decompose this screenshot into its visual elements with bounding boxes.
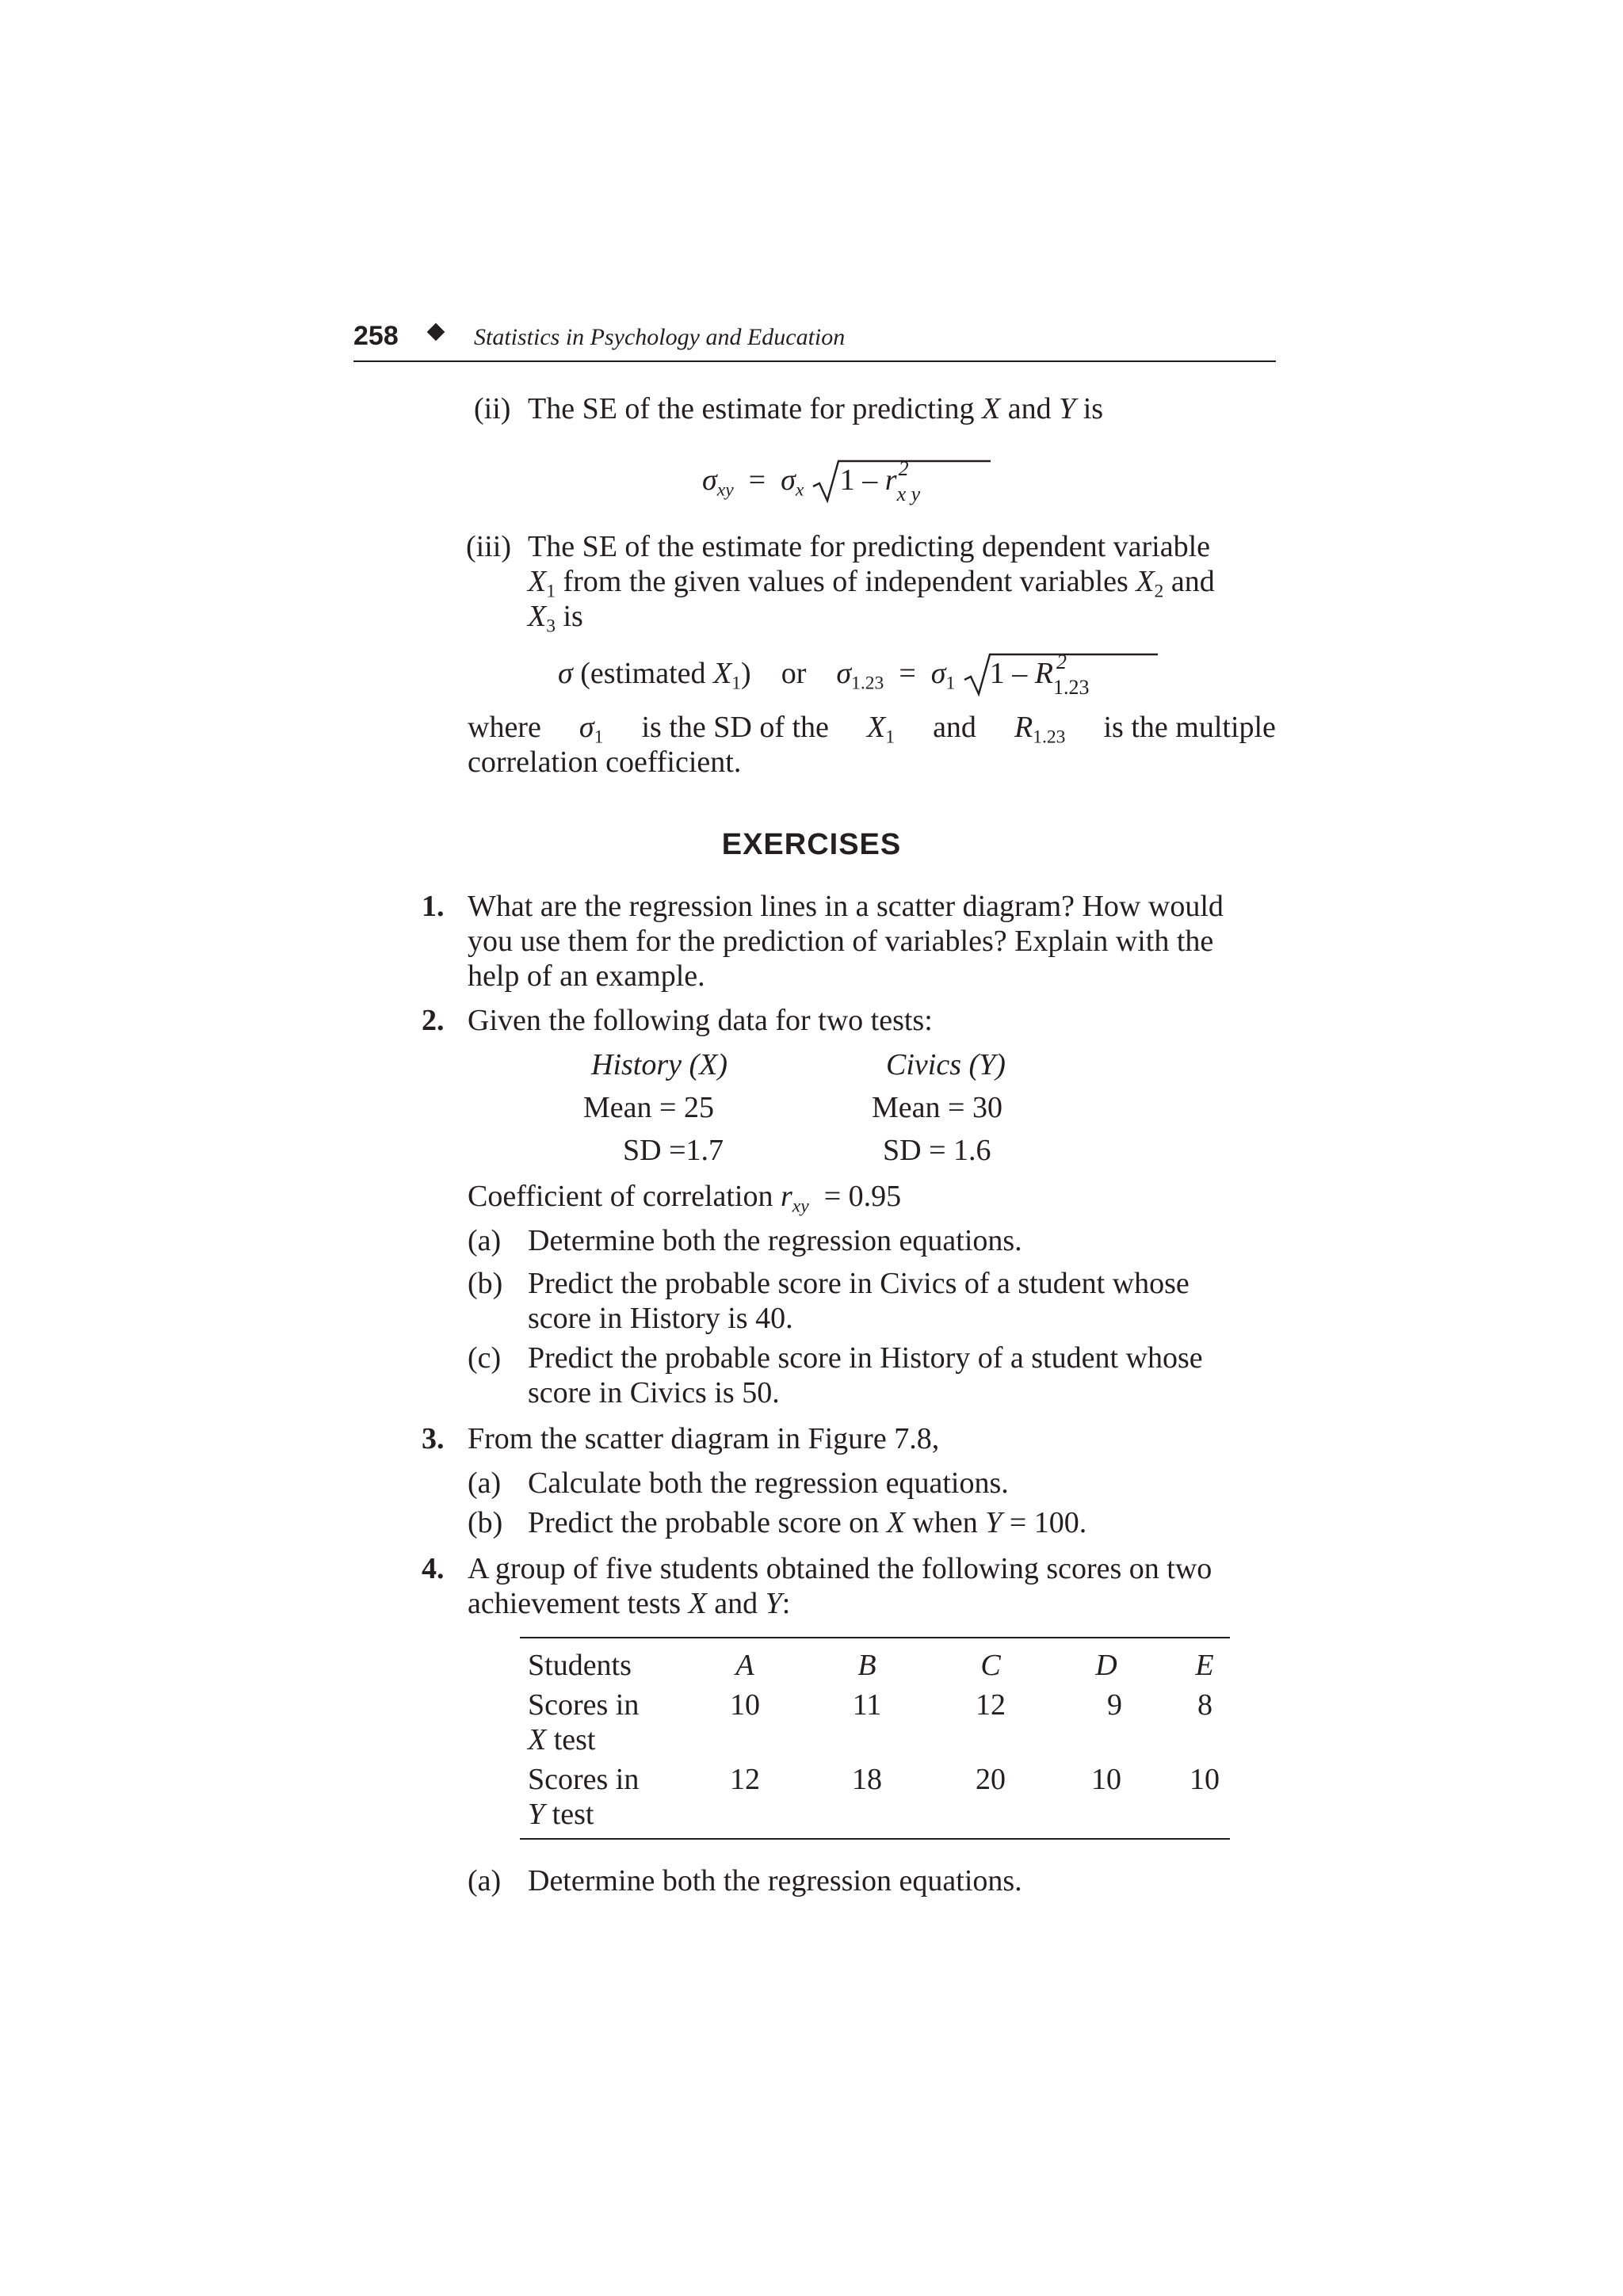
q2b-line1: Predict the probable score in Civics of a student whose bbox=[528, 1267, 1190, 1300]
q4-line1: A group of five students obtained the following scores on two bbox=[468, 1552, 1212, 1585]
q2b-marker: (b) bbox=[468, 1267, 503, 1300]
header-rule bbox=[353, 360, 1276, 362]
table-cell: 9 bbox=[1107, 1688, 1122, 1722]
q3b-text: Predict the probable score on X when Y = 100. bbox=[528, 1506, 1087, 1539]
table-cell: 20 bbox=[976, 1763, 1006, 1796]
q3-line1: From the scatter diagram in Figure 7.8, bbox=[468, 1422, 940, 1455]
q4-line2: achievement tests X and Y: bbox=[468, 1587, 791, 1620]
equation-se-xy: $\sigma_{xy} = \sigma_x$ 1 – r 2 x y bbox=[702, 463, 934, 498]
where-line2: correlation coefficient. bbox=[468, 746, 742, 779]
q4a-text: Determine both the regression equations. bbox=[528, 1864, 1022, 1897]
radical-sign: 1 – r 2 x y bbox=[812, 463, 934, 498]
q2-number: 2. bbox=[422, 1004, 445, 1037]
table-cell: 10 bbox=[1190, 1763, 1220, 1796]
q2c-marker: (c) bbox=[468, 1341, 502, 1375]
table-header-cell: A bbox=[735, 1649, 754, 1682]
table-row-label-y: Scores in bbox=[528, 1763, 640, 1796]
q2-civics-mean: Mean = 30 bbox=[872, 1091, 1002, 1124]
running-title: Statistics in Psychology and Education bbox=[474, 324, 846, 350]
item-iii-marker: (iii) bbox=[466, 530, 511, 563]
q3a-marker: (a) bbox=[468, 1466, 502, 1500]
q2c-line2: score in Civics is 50. bbox=[528, 1376, 780, 1409]
q1-line3: help of an example. bbox=[468, 959, 705, 993]
q2-history-sd: SD =1.7 bbox=[623, 1134, 724, 1167]
table-row-label-x-line2: X test bbox=[528, 1723, 596, 1756]
radical-sign: 1 – R 2 1.23 bbox=[963, 656, 1112, 691]
table-row-label-x: Scores in bbox=[528, 1688, 640, 1722]
table-cell: 12 bbox=[730, 1763, 760, 1796]
q1-line1: What are the regression lines in a scatter diagram? How would bbox=[468, 890, 1224, 923]
table-top-rule bbox=[520, 1637, 1230, 1638]
q2-civics-sd: SD = 1.6 bbox=[883, 1134, 991, 1167]
q2-line1: Given the following data for two tests: bbox=[468, 1004, 933, 1037]
diamond-icon bbox=[427, 323, 445, 341]
q2-history-mean: Mean = 25 bbox=[583, 1091, 714, 1124]
table-bottom-rule bbox=[520, 1838, 1230, 1840]
item-iii-line2: $X_1$ from the given values of independent variables $X_2$ and bbox=[528, 565, 1215, 602]
page-number: 258 bbox=[353, 321, 399, 351]
item-iii-line1: The SE of the estimate for predicting dependent variable bbox=[528, 530, 1211, 563]
q3a-text: Calculate both the regression equations. bbox=[528, 1466, 1009, 1500]
table-header-cell: D bbox=[1095, 1649, 1117, 1682]
q4-number: 4. bbox=[422, 1552, 445, 1585]
table-cell: 12 bbox=[976, 1688, 1006, 1722]
item-ii-marker: (ii) bbox=[474, 392, 511, 425]
table-cell: 10 bbox=[1091, 1763, 1121, 1796]
table-row-label-students: Students bbox=[528, 1649, 632, 1682]
equation-se-multiple: σ (estimated $X_1$) or $\sigma_{1.23} = \sigma_1$ 1 – R 2 1.23 bbox=[558, 656, 1112, 691]
table-cell: 18 bbox=[852, 1763, 882, 1796]
table-header-cell: C bbox=[980, 1649, 1001, 1682]
q3-number: 3. bbox=[422, 1422, 445, 1455]
item-iii-line3: $X_3$ is bbox=[528, 600, 583, 637]
q2-history-heading: History (X) bbox=[591, 1048, 728, 1081]
q2-civics-heading: Civics (Y) bbox=[886, 1048, 1006, 1081]
q2c-line1: Predict the probable score in History of a student whose bbox=[528, 1341, 1203, 1375]
q2a-text: Determine both the regression equations. bbox=[528, 1224, 1022, 1257]
table-cell: 11 bbox=[852, 1688, 882, 1722]
where-line1: where $\sigma_1$ is the SD of the $X_1$ and $R_{1.23}$ is the multiple bbox=[468, 711, 1276, 748]
q1-number: 1. bbox=[422, 890, 445, 923]
q1-line2: you use them for the prediction of variables? Explain with the bbox=[468, 925, 1214, 958]
item-ii-text: The SE of the estimate for predicting X and Y is bbox=[528, 392, 1104, 425]
table-cell: 8 bbox=[1197, 1688, 1212, 1722]
q2-correlation: Coefficient of correlation $r_{xy} = 0.95$ bbox=[468, 1180, 902, 1217]
table-header-cell: E bbox=[1195, 1649, 1214, 1682]
table-cell: 10 bbox=[730, 1688, 760, 1722]
q3b-marker: (b) bbox=[468, 1506, 503, 1539]
table-row-label-y-line2: Y test bbox=[528, 1798, 594, 1831]
q2a-marker: (a) bbox=[468, 1224, 502, 1257]
q4a-marker: (a) bbox=[468, 1864, 502, 1897]
section-heading: EXERCISES bbox=[721, 828, 902, 861]
table-header-cell: B bbox=[857, 1649, 876, 1682]
q2b-line2: score in History is 40. bbox=[528, 1302, 793, 1335]
